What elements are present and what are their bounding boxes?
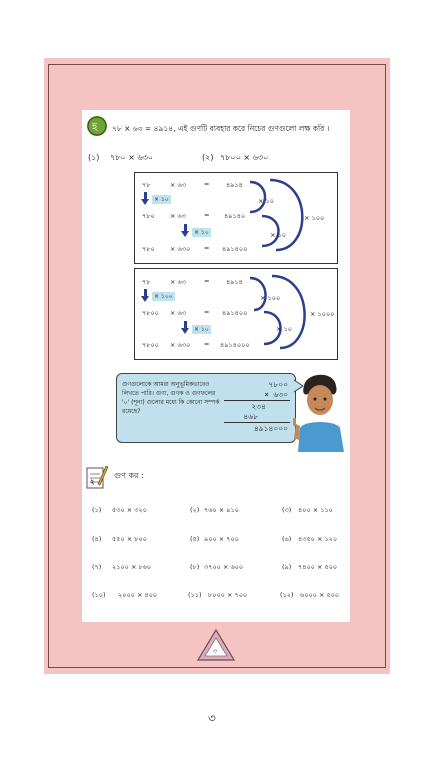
problem-expr: ৪৩৫০ × ১২০ (298, 535, 338, 543)
box1-row3-a: ৭৮০ (142, 245, 155, 253)
example-1-expr: ৭৮০ × ৬৩০ (110, 153, 153, 162)
box1-side1: × ১০ (258, 197, 274, 205)
notepad-pencil-icon (86, 464, 106, 488)
box2-row1-a: ৭৮ (142, 278, 151, 286)
box1-chip1: × ১০ (154, 196, 169, 203)
problem-expr: ৯০০ × ৭০০ (204, 535, 239, 543)
box2-row3-r: ৪৯১৪০০০ (220, 341, 250, 349)
box2-row2-r: ৪৯১৪০০ (222, 309, 248, 317)
calc-divider (224, 422, 290, 423)
problem-num: (৪) (92, 535, 102, 543)
calc-line-2: × ৬৩০ (264, 390, 288, 399)
exercise-number: ২ (90, 478, 95, 486)
down-arrow-icon (144, 289, 147, 296)
box2-row2-a: ৭৮০০ (142, 309, 159, 317)
box1-row1-a: ৭৮ (142, 181, 151, 189)
box1-row2-a: ৭৮০ (142, 212, 155, 220)
box1-row2-r: ৪৯১৪০ (224, 212, 246, 220)
down-arrow-icon (181, 231, 189, 237)
calc-divider (224, 400, 290, 401)
problem-num: (২) (190, 506, 200, 514)
down-arrow-icon (184, 224, 187, 231)
problem-expr: ২০০০ × ৪০০ (118, 591, 158, 599)
problem-num: (১২) (280, 591, 294, 599)
problem-num: (৬) (282, 535, 292, 543)
box2-row3-a: ৭৮০০ (142, 341, 159, 349)
problem-expr: ৭৬০ × ৯১০ (204, 506, 239, 514)
calc-line-4: ৪৬৮ (243, 412, 258, 421)
down-arrow-icon (184, 321, 187, 328)
box2-side1: × ১০০ (260, 294, 281, 302)
svg-text:হ: হ (92, 122, 98, 133)
boy-illustration (290, 368, 350, 452)
box2-row1-r: ৪৯১৪ (226, 278, 243, 286)
calc-line-1: ৭৮০০ (268, 380, 288, 389)
problem-num: (১১) (188, 591, 202, 599)
box2-row1-b: × ৬৩ (170, 278, 186, 286)
box2-chip1: × ১০০ (154, 293, 173, 300)
box1-row2-b: × ৬৩ (170, 212, 186, 220)
problem-num: (১০) (92, 591, 106, 599)
box1-side3: × ১০০ (304, 214, 325, 222)
example-2-expr: ৭৮০০ × ৬৩০ (220, 153, 269, 162)
problem-expr: ৫৫০ × ৮০০ (112, 535, 147, 543)
vertical-calculation (220, 378, 292, 438)
triangle-number: ৩ (213, 648, 217, 655)
box2-row2-eq: = (204, 308, 210, 316)
box2-row1-eq: = (204, 277, 210, 285)
down-arrow-icon (141, 199, 149, 205)
speech-bubble (116, 373, 296, 443)
problem-expr: ৩৭০০ × ৬০০ (204, 563, 244, 571)
box2-row3-eq: = (204, 340, 210, 348)
box1-row3-r: ৪৯১৪০০ (222, 245, 248, 253)
box1-row3-eq: = (204, 244, 210, 252)
bubble-text: গুণগুলোকে আমরা অনুভূমিকভাবেও লিখতে পারি। গুণ্য, গুণক ও গুণফলের '০' (শূন্য) গুলোর মধ্যে কি কোনো সম্পর্ক রয়েছে? (122, 381, 220, 415)
example-2-num: (২) (202, 153, 214, 162)
box1-row2-eq: = (204, 211, 210, 219)
box2-row3-b: × ৬৩০ (170, 341, 191, 349)
problem-num: (৩) (282, 506, 292, 514)
box2-row2-b: × ৬৩ (170, 309, 186, 317)
exercise-title: গুণ কর : (114, 471, 144, 480)
box1-row1-eq: = (204, 180, 210, 188)
problem-num: (৭) (92, 563, 102, 571)
box2-chip2: × ১০ (194, 326, 209, 333)
calc-line-5: ৪৯১৪০০০ (253, 424, 288, 433)
down-arrow-icon (141, 296, 149, 302)
problem-expr: ৪০০ × ১১০ (298, 506, 333, 514)
box2-side2: × ১০ (276, 325, 292, 333)
box1-row1-b: × ৬৩ (170, 181, 186, 189)
problem-num: (১) (92, 506, 102, 514)
speech-bubble-icon (87, 116, 107, 136)
problem-expr: ৬০০০ × ৫০০ (300, 591, 340, 599)
problem-num: (৯) (282, 563, 292, 571)
problem-num: (৫) (190, 535, 200, 543)
page-number: ৩ (208, 711, 216, 725)
box1-chip2: × ১০ (194, 229, 209, 236)
calc-line-3: ২৩৪ (251, 402, 266, 411)
box1-side2: × ১০ (270, 231, 286, 239)
problem-expr: ২১০০ × ৮৬০ (112, 563, 152, 571)
box1-row1-r: ৪৯১৪ (226, 181, 243, 189)
problem-num: (৮) (190, 563, 200, 571)
problem-expr: ৭৪০০ × ৫০০ (298, 563, 338, 571)
box2-side3: × ১০০০ (310, 310, 335, 318)
box1-row3-b: × ৬৩০ (170, 245, 191, 253)
down-arrow-icon (144, 192, 147, 199)
example-1-num: (১) (88, 153, 100, 162)
intro-text: ৭৮ × ৬৩ = ৪৯১৪, এই গুণটি ব্যবহার করে নিচের গুণগুলো লক্ষ করি । (112, 124, 330, 133)
problem-expr: ৫৩০ × ৩২০ (112, 506, 147, 514)
problem-expr: ৮০০০ × ৭০০ (208, 591, 248, 599)
down-arrow-icon (181, 328, 189, 334)
